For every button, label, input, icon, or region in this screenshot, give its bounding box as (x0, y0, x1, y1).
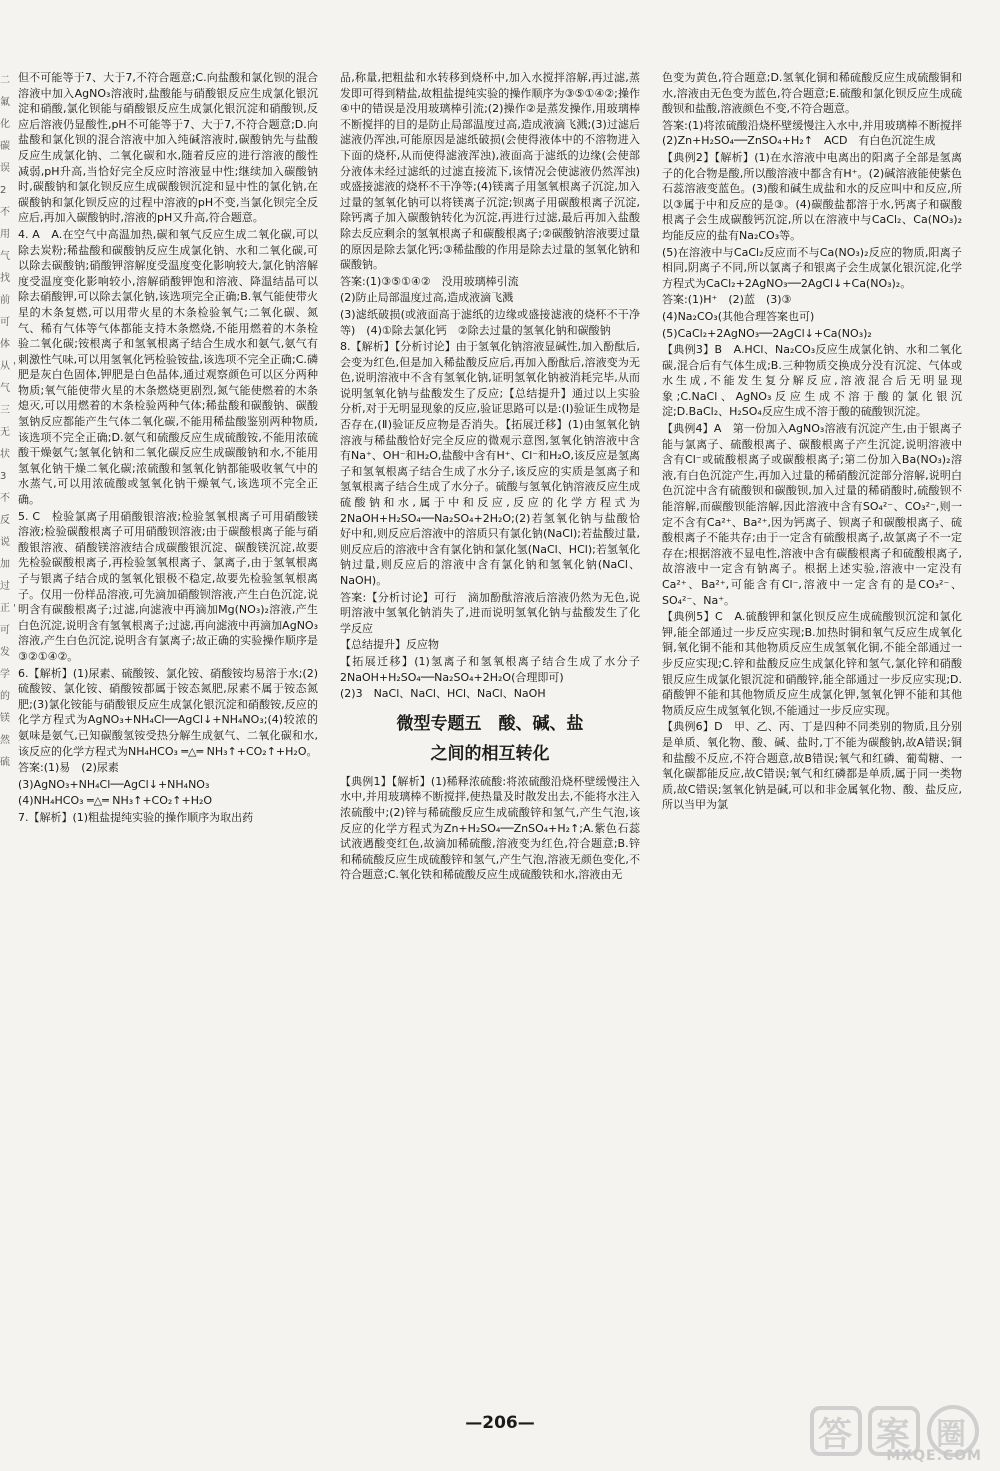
answer-paragraph: 8.【解析】【分析讨论】由于氢氧化钠溶液显碱性,加入酚酞后,会变为红色,但是加入稀盐酸反应后,再加入酚酞后,溶液变为无色,说明溶液中不含有氢氧化钠,证明氢氧化钠被消耗完毕,从而说明氢氧化钠与盐酸发生了反应;【总结提升】通过以上实验分析,对于无明显现象的反应,验证思路可以是:(Ⅰ)验证生成物是否存在,(Ⅱ)验证反应物是否消失。【拓展迁移】(1)由氢氧化钠溶液与稀盐酸恰好完全反应的微观示意图,氢氧化钠溶液中含有Na⁺、OH⁻和H₂O,盐酸中含有H⁺、Cl⁻和H₂O,该反应是氢离子和氢氧根离子结合生成了水分子,该反应的实质是氢离子和氢氧根离子结合生成了水分子。硫酸与氢氧化钠溶液反应生成硫酸钠和水,属于中和反应,反应的化学方程式为2NaOH+H₂SO₄──Na₂SO₄+2H₂O;(2)若氢氧化钠与盐酸恰好中和,则反应后溶液中的溶质只有氯化钠(NaCl);若盐酸过量,则反应后的溶液中含有氯化钠和氯化氢(NaCl、HCl);若氢氧化钠过量,则反应后的溶液中含有氯化钠和氢氧化钠(NaCl、NaOH)。 (340, 340, 640, 587)
page-number: —206— (465, 1413, 535, 1433)
answer-paragraph: (4)Na₂CO₃(其他合理答案也可) (662, 309, 815, 323)
section-title-line-2: 之间的相互转化 (430, 743, 550, 764)
svg-text:案: 案 (876, 1415, 910, 1455)
column-2 (340, 70, 651, 884)
answer-paragraph: 【拓展迁移】(1)氢离子和氢氧根离子结合生成了水分子 2NaOH+H₂SO₄──Na₂SO₄+2H₂O(合理即可) (340, 654, 651, 684)
answer-paragraph: 答案:(1)③⑤①④② 没用玻璃棒引流 (340, 274, 519, 288)
answer-paragraph: 【典例5】C A.硫酸钾和氯化钡反应生成硫酸钡沉淀和氯化钾,能全部通过一步反应实现;B.加热时铜和氧气反应生成氧化铜,氧化铜不能和其他物质反应生成氢氧化铜,不能全部通过一步反应实现;C.锌和盐酸反应生成氯化锌和氢气,氯化锌和硝酸银反应生成氯化银沉淀和硝酸锌,能全部通过一步反应实现;D.硝酸钾不能和其他物质反应生成氯化钾,氢氧化钾不能和其他物质反应生成氢氧化钡,不能通过一步反应实现。 (662, 610, 962, 717)
left-margin-strip: 二 氟 化 碳 误 2 不 用 气 找 前 可 体 从 ' 气 三 无 状 3 不 反 说 加 过 正 ' 可 发 学 的 镁 然 硫 (0, 75, 16, 768)
answer-paragraph: 但不可能等于7、大于7,不符合题意;C.向盐酸和氯化钡的混合溶液中加入AgNO₃溶液时,盐酸能与硝酸银反应生成氯化银沉淀和硝酸,氯化钡能与硝酸银反应生成氯化银沉淀和硝酸钡,反应后溶液仍显酸性,pH不可能等于7、大于7,不符合题意;D.向盐酸和氯化钡的混合溶液中加入纯碱溶液时,碳酸钠先与盐酸反应生成氯化钠、二氧化碳和水,随着反应的进行溶液的酸性减弱,pH升高,当恰好完全反应时溶液显中性;继续加入碳酸钠时,碳酸钠和氯化钡反应生成碳酸钡沉淀和显中性的氯化钠,在碳酸钠和氯化钡反应的过程中溶液的pH不变,当氯化钡完全反应后,再加入碳酸钠时,溶液的pH又升高,符合题意。 (18, 71, 318, 225)
answer-paragraph: (4)NH₄HCO₃ ═△═ NH₃↑+CO₂↑+H₂O (18, 794, 213, 808)
answer-paragraph: 7.【解析】(1)粗盐提纯实验的操作顺序为取出药 (18, 810, 254, 824)
svg-text:答: 答 (818, 1415, 852, 1455)
answer-paragraph: (3)滤纸破损(或液面高于滤纸的边缘或盛接滤液的烧杯不干净等) (4)①除去氯化钙 ②除去过量的氢氧化钠和碳酸钠 (340, 307, 640, 337)
answer-paragraph: 【总结提升】反应物 (340, 638, 439, 652)
answer-paragraph: 色变为黄色,符合题意;D.氢氧化铜和稀硫酸反应生成硫酸铜和水,溶液由无色变为蓝色,符合题意;E.硫酸和氯化钡反应生成硫酸钡和盐酸,溶液颜色不变,不符合题意。 (662, 71, 962, 116)
column-3 (662, 70, 973, 814)
answer-paragraph: 【典例4】A 第一份加入AgNO₃溶液有沉淀产生,由于银离子能与氯离子、硫酸根离子、碳酸根离子产生沉淀,说明溶液中含有Cl⁻或硫酸根离子或碳酸根离子;第二份加入Ba(NO₃)₂溶液,有白色沉淀产生,再加入过量的稀硝酸沉淀部分溶解,说明白色沉淀中含有硫酸钡和碳酸钡,加入过量的稀硝酸时,硫酸钡不能溶解,而碳酸钡能溶解,因此溶液中含有SO₄²⁻、CO₃²⁻,则一定不含有Ca²⁺、Ba²⁺,因为钙离子、钡离子和碳酸根离子、硫酸根离子不能共存;由于一定含有硫酸根离子,故氯离子不一定存在;根据溶液不显电性,溶液中含有碳酸根离子和硫酸根离子,故溶液中一定含有钠离子。根据上述实验,溶液中一定没有Ca²⁺、Ba²⁺,可能含有Cl⁻,溶液中一定含有的是CO₃²⁻、SO₄²⁻、Na⁺。 (662, 422, 962, 607)
column-1 (18, 70, 318, 827)
answer-paragraph: 【典例6】D 甲、乙、丙、丁是四种不同类别的物质,且分别是单质、氧化物、酸、碱、盐时,丁不能为碳酸钠,故A错误;铜和盐酸不反应,不符合题意,故B错误;氧气和红磷、葡萄糖、一氧化碳都能反应,故C错误;氧气和红磷都是单质,属于同一类物质,故C错误;氢氧化钠是碱,可以和非金属氧化物、酸、盐反应,所以当甲为氯 (662, 720, 962, 812)
svg-text:圈: 圈 (936, 1417, 966, 1452)
answer-paragraph: 答案:【分析讨论】可行 滴加酚酞溶液后溶液仍然为无色,说明溶液中氢氧化钠消失了,进而说明氢氧化钠与盐酸发生了化学反应 (340, 590, 640, 635)
answer-paragraph: 【典例1】【解析】(1)稀释浓硫酸:将浓硫酸沿烧杯壁缓慢注入水中,并用玻璃棒不断搅拌,使热量及时散发出去,不能将水注入浓硫酸中;(2)锌与稀硫酸反应生成硫酸锌和氢气,产生气泡,该反应的化学方程式为Zn+H₂SO₄──ZnSO₄+H₂↑;A.紫色石蕊试液遇酸变红色,故滴加稀硫酸,溶液变为红色,符合题意;B.锌和稀硫酸反应生成硫酸锌和氢气,产生气泡,溶液无颜色变化,不符合题意;C.氧化铁和稀硫酸反应生成硫酸铁和水,溶液由无 (340, 774, 640, 882)
answer-paragraph: 答案:(1)将浓硫酸沿烧杯壁缓慢注入水中,并用玻璃棒不断搅拌 (2)Zn+H₂SO₄──ZnSO₄+H₂↑ ACD 有白色沉淀生成 (662, 118, 973, 148)
answer-paragraph: 6.【解析】(1)尿素、硫酸铵、氯化铵、硝酸铵均易溶于水;(2)硫酸铵、氯化铵、硝酸铵都属于铵态氮肥,尿素不属于铵态氮肥;(3)氯化铵能与硝酸银反应生成氯化银沉淀和硝酸铵,反应的化学方程式为AgNO₃+NH₄Cl──AgCl↓+NH₄NO₃;(4)较浓的氨味是氨气,已知碳酸氢铵受热分解生成氨气、二氧化碳和水,该反应的化学方程式为NH₄HCO₃ ═△═ NH₃↑+CO₂↑+H₂O。 (18, 666, 318, 758)
answer-paragraph: 品,称量,把粗盐和水转移到烧杯中,加入水搅拌溶解,再过滤,蒸发即可得到精盐,故粗盐提纯实验的操作顺序为③⑤①④②;操作④中的错误是没用玻璃棒引流;(2)操作②是蒸发操作,用玻璃棒不断搅拌的目的是防止局部温度过高,造成液滴飞溅;(3)过滤后滤液仍浑浊,可能原因是滤纸破损(会使得液体中的不溶物进入下面的烧杯,从而使得滤液浑浊),液面高于滤纸的边缘(会使部分液体未经过滤纸的过滤直接流下,该情况会使滤液仍然浑浊)或盛接滤液的烧杯不干净等;(4)镁离子用氢氧根离子沉淀,加入过量的氢氧化钠可以将镁离子沉淀;钡离子用碳酸根离子沉淀,除钙离子加入碳酸钠转化为沉淀,再进行过滤,最后再加入盐酸除去反应剩余的氢氧根离子和碳酸根离子;②碳酸钠溶液要过量的原因是除去氯化钙;③稀盐酸的作用是除去过量的氢氧化钠和碳酸钠。 (340, 71, 640, 272)
answer-paragraph: 【典例2】【解析】(1)在水溶液中电离出的阳离子全部是氢离子的化合物是酸,所以酸溶液中都含有H⁺。(2)碱溶液能使紫色石蕊溶液变蓝色。(3)酸和碱生成盐和水的反应叫中和反应,所以③属于中和反应的是③。(4)碳酸盐都溶于水,钙离子和碳酸根离子会生成碳酸钙沉淀,所以在溶液中与CaCl₂、Ca(NO₃)₂均能反应的盐有Na₂CO₃等。 (662, 150, 962, 242)
answer-paragraph: 【典例3】B A.HCl、Na₂CO₃反应生成氯化钠、水和二氧化碳,混合后有气体生成;B.三种物质交换成分没有沉淀、气体或水生成,不能发生复分解反应,溶液混合后无明显现象;C.NaCl、AgNO₃反应生成不溶于酸的氯化银沉淀;D.BaCl₂、H₂SO₄反应生成不溶于酸的硫酸钡沉淀。 (662, 343, 962, 419)
answer-paragraph: 答案:(1)易 (2)尿素 (18, 761, 119, 775)
answer-paragraph: (5)在溶液中与CaCl₂反应而不与Ca(NO₃)₂反应的物质,阳离子相同,阴离子不同,所以氯离子和银离子会生成氯化银沉淀,化学方程式为CaCl₂+2AgNO₃──2AgCl↓+Ca(NO₃)₂。 (662, 245, 962, 290)
section-title: 微型专题五 酸、碱、盐 (396, 713, 584, 734)
answer-paragraph: (3)AgNO₃+NH₄Cl──AgCl↓+NH₄NO₃ (18, 777, 210, 791)
answer-paragraph: (2)防止局部温度过高,造成液滴飞溅 (340, 291, 514, 305)
answer-paragraph: 4. A A.在空气中高温加热,碳和氧气反应生成二氧化碳,可以除去炭粉;稀盐酸和碳酸钠反应生成氯化钠、水和二氧化碳,可以除去碳酸钠;硝酸钾溶解度受温度变化影响较大,氯化钠溶解度受温度变化影响较小,溶解硝酸钾饱和溶液、降温结晶可以除去硝酸钾,可以除去氯化钠,该选项完全正确;B.氧气能使带火星的木条复燃,可以用带火星的木条检验氧气;二氧化碳、氮气、稀有气体等气体都能支持木条燃烧,不能用燃着的木条检验二氧化碳;铵根离子和氢氧根离子结合生成水和氨气,氨气有刺激性气味,可以用氢氧化钙检验铵盐,该选项不完全正确;C.磷肥是灰白色固体,钾肥是白色晶体,通过观察颜色可以区分两种物质;氧气能使带火星的木条燃烧更剧烈,氮气能使燃着的木条熄灭,可以用燃着的木条检验两种气体;稀盐酸和碳酸钠、碳酸氢钠反应都能产生气体二氧化碳,不能用稀盐酸鉴别两种物质,该选项不完全正确;D.氨气和硫酸反应生成硫酸铵,不能用浓硫酸干燥氨气;氢氧化钠和二氧化碳反应生成碳酸钠和水,不能用氢氧化钠干燥二氧化碳;浓硫酸和氢氧化钠都能吸收氧气中的水蒸气,可以用浓硫酸或氢氧化钠干燥氧气,该选项不完全正确。 (18, 227, 318, 507)
answer-paragraph: (2)3 NaCl、NaCl、HCl、NaCl、NaOH (340, 687, 546, 701)
answer-paragraph: (5)CaCl₂+2AgNO₃──2AgCl↓+Ca(NO₃)₂ (662, 326, 872, 340)
answer-paragraph: 答案:(1)H⁺ (2)蓝 (3)③ (662, 293, 792, 307)
watermark-url: MXQE.COM (886, 1448, 982, 1464)
answer-paragraph: 5. C 检验氯离子用硝酸银溶液;检验氢氧根离子可用硝酸镁溶液;检验碳酸根离子可用硝酸钡溶液;由于碳酸根离子能与硝酸银溶液、硝酸镁溶液结合成碳酸银沉淀、碳酸镁沉淀,故要先检验碳酸根离子,再检验氢氧根离子、氯离子,由于氢氧根离子与银离子结合成的氢氧化银极不稳定,故要先检验氢氧根离子。仅用一份样品溶液,可先滴加硝酸钡溶液,产生白色沉淀,说明含有碳酸根离子;过滤,向滤液中再滴加Mg(NO₃)₂溶液,产生白色沉淀,说明含有氢氧根离子;过滤,再向滤液中再滴加AgNO₃溶液,产生白色沉淀,说明含有氯离子;故正确的实验操作顺序是③②①④②。 (18, 509, 318, 663)
